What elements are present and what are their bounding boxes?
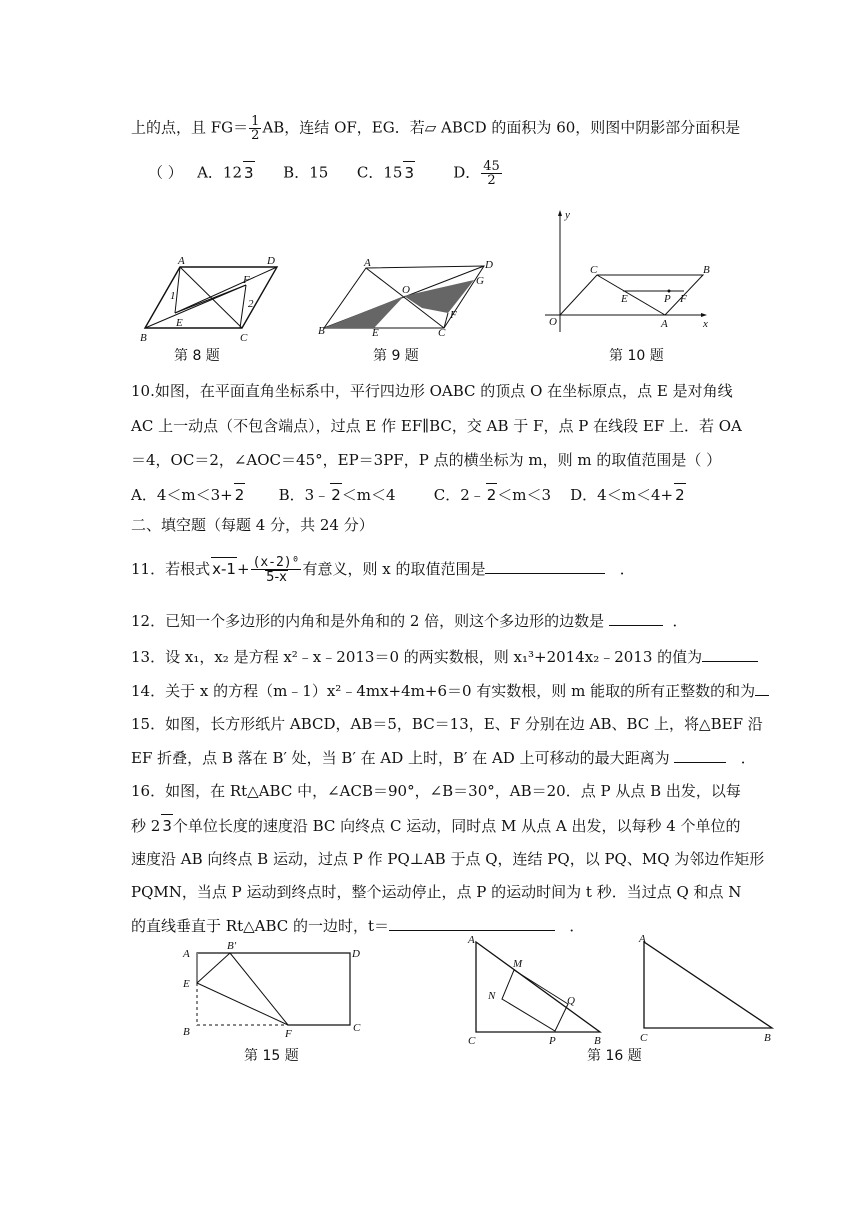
option-b-rest: ＜m＜4	[341, 486, 396, 504]
caption-fig10: 第 10 题	[609, 348, 664, 364]
sqrt-2: 2	[234, 483, 246, 506]
label-E: E	[176, 317, 183, 329]
answer-blank[interactable]	[702, 645, 758, 662]
q14	[131, 679, 769, 702]
q11-fraction	[251, 556, 302, 584]
label-B: B	[764, 1032, 771, 1044]
option-b: B．15	[283, 163, 329, 182]
figure-15	[180, 937, 370, 1047]
plus-sign: +	[236, 560, 250, 578]
label-B: B	[594, 1035, 601, 1047]
label-G: G	[476, 275, 484, 287]
label-B: B	[140, 332, 147, 344]
option-c: C．15	[356, 163, 403, 182]
label-C: C	[240, 332, 248, 344]
q10-line1: 10.如图，在平面直角坐标系中，平行四边形 OABC 的顶点 O 在坐标原点，点 E 是对角线	[131, 382, 733, 400]
answer-paren: （ ）	[148, 163, 183, 182]
period: ．	[569, 917, 585, 935]
frac-num: 45	[483, 159, 500, 174]
period: ．	[740, 749, 756, 767]
label-F: F	[243, 274, 250, 286]
caption-fig16: 第 16 题	[587, 1048, 642, 1064]
q9-text-a: 上的点，且 FG＝	[131, 118, 249, 137]
answer-blank[interactable]	[674, 746, 726, 763]
label-C: C	[438, 327, 446, 338]
q10-line2: AC 上一动点（不包含端点），过点 E 作 EF∥BC，交 AB 于 F，点 P 在线段 EF 上．若 OA	[131, 417, 742, 435]
caption-fig15: 第 15 题	[244, 1048, 299, 1064]
label-E: E	[372, 327, 379, 338]
label-P: P	[664, 293, 671, 305]
option-a: A．12	[197, 163, 243, 182]
frac-den: 2	[251, 128, 260, 143]
q12	[131, 609, 688, 632]
label-C: C	[353, 1022, 361, 1034]
q15-line1: 15．如图，长方形纸片 ABCD，AB＝5，BC＝13，E、F 分别在边 AB、BC 上，将△BEF 沿	[131, 715, 763, 733]
label-E: E	[621, 293, 628, 305]
figure-16-main	[462, 932, 612, 1047]
label-F: F	[285, 1028, 292, 1040]
label-B: B	[318, 325, 325, 337]
q16-pre: 秒 2	[131, 817, 161, 835]
label-F: F	[680, 293, 687, 305]
q10-options	[131, 483, 686, 506]
label-D: D	[267, 255, 275, 267]
q16-post: 个单位长度的速度沿 BC 向终点 C 运动，同时点 M 从点 A 出发，以每秒 4 个单位的	[172, 817, 741, 835]
sqrt-2: 2	[330, 483, 342, 506]
section-fill-in-title: 二、填空题（每题 4 分，共 24 分）	[131, 516, 374, 534]
label-O: O	[549, 316, 557, 328]
label-E: E	[183, 978, 190, 990]
q16-line3: 速度沿 AB 向终点 B 运动，过点 P 作 PQ⊥AB 于点 Q，连结 PQ，以 PQ、MQ 为邻边作矩形	[131, 850, 765, 868]
label-N: N	[488, 990, 496, 1002]
label-C: C	[590, 264, 598, 276]
label-x: x	[703, 318, 708, 330]
q16-line2	[131, 814, 741, 837]
q11-post: 有意义，则 x 的取值范围是	[302, 560, 486, 578]
q12-text: 12．已知一个多边形的内角和是外角和的 2 倍，则这个多边形的边数是	[131, 612, 605, 630]
figure-16-blank	[632, 930, 780, 1045]
answer-blank[interactable]	[755, 679, 769, 696]
q14-text: 14．关于 x 的方程（m﹣1）x²﹣4mx+4m+6＝0 有实数根，则 m 能取的所有正整数的和为	[131, 682, 756, 700]
period: ．	[672, 612, 688, 630]
option-d: D．4＜m＜4+	[570, 486, 674, 504]
frac-den: 2	[487, 173, 496, 188]
q16-line4: PQMN，当点 P 运动到终点时，整个运动停止，点 P 的运动时间为 t 秒．当过点 Q 和点 N	[131, 883, 742, 901]
option-c: C．2﹣	[433, 486, 485, 504]
frac-num: (x-2)⁰	[252, 555, 300, 570]
label-O: O	[402, 284, 410, 296]
label-P: P	[549, 1035, 556, 1047]
answer-blank[interactable]	[389, 914, 555, 931]
label-C: C	[468, 1035, 476, 1047]
label-A: A	[661, 318, 668, 330]
q13-text: 13．设 x₁，x₂ 是方程 x²﹣x﹣2013＝0 的两实数根，则 x₁³+2014x₂﹣2013 的值为	[131, 648, 703, 666]
label-1: 1	[170, 290, 176, 302]
label-A: A	[639, 933, 646, 945]
label-C: C	[640, 1032, 648, 1044]
q15-text: EF 折叠，点 B 落在 B′ 处，当 B′ 在 AD 上时，B′ 在 AD 上可移动的最大距离为	[131, 749, 670, 767]
label-B: B	[703, 264, 710, 276]
answer-blank[interactable]	[609, 609, 663, 626]
sqrt-3: 3	[403, 161, 415, 184]
label-D: D	[352, 948, 360, 960]
q9-text-b: AB，连结 OF，EG．若▱ ABCD 的面积为 60，则图中阴影部分面积是	[262, 118, 741, 137]
q16-text: 的直线垂直于 Rt△ABC 的一边时，t＝	[131, 917, 390, 935]
label-Q: Q	[567, 995, 575, 1007]
q9-options	[148, 160, 503, 187]
q16-line1: 16．如图，在 Rt△ABC 中，∠ACB＝90°，∠B＝30°，AB＝20．点 P 从点 B 出发，以每	[131, 782, 741, 800]
option-d: D．	[453, 163, 481, 182]
caption-fig8: 第 8 题	[174, 348, 220, 364]
period: ．	[619, 560, 635, 578]
label-F: F	[450, 309, 457, 321]
figure-10	[535, 207, 715, 342]
label-2: 2	[248, 298, 254, 310]
q13	[131, 645, 758, 668]
q11-pre: 11．若根式	[131, 560, 211, 578]
label-A: A	[364, 258, 371, 269]
sqrt-x-minus-1: x-1	[211, 557, 237, 580]
sqrt-2: 2	[486, 483, 498, 506]
frac-num: 1	[251, 114, 260, 129]
sqrt-3: 3	[243, 161, 255, 184]
sqrt-2: 2	[674, 483, 686, 506]
label-A: A	[468, 934, 475, 946]
label-B: B	[183, 1026, 190, 1038]
figure-8	[140, 255, 290, 345]
answer-blank[interactable]	[485, 557, 605, 574]
q9-line1	[131, 115, 740, 142]
label-M: M	[513, 958, 523, 970]
label-y: y	[565, 209, 570, 221]
option-c-rest: ＜m＜3	[497, 486, 552, 504]
label-A: A	[178, 255, 185, 267]
sqrt-3: 3	[161, 814, 173, 837]
caption-fig9: 第 9 题	[373, 348, 419, 364]
q11	[131, 556, 635, 584]
option-b: B．3﹣	[278, 486, 330, 504]
q15-line2	[131, 746, 756, 769]
sqrt-5-minus-x: 5-x	[266, 570, 287, 585]
label-D: D	[485, 259, 493, 271]
q10-line3: ＝4，OC＝2，∠AOC＝45°，EP＝3PF，P 点的横坐标为 m，则 m 的取值范围是（ ）	[131, 451, 722, 469]
frac-den	[251, 570, 302, 584]
label-A: A	[183, 948, 190, 960]
figure-9	[312, 258, 502, 338]
q9-fraction	[249, 115, 261, 142]
option-d-fraction	[481, 160, 502, 187]
label-B-prime: B′	[227, 940, 237, 952]
option-a: A．4＜m＜3+	[131, 486, 233, 504]
